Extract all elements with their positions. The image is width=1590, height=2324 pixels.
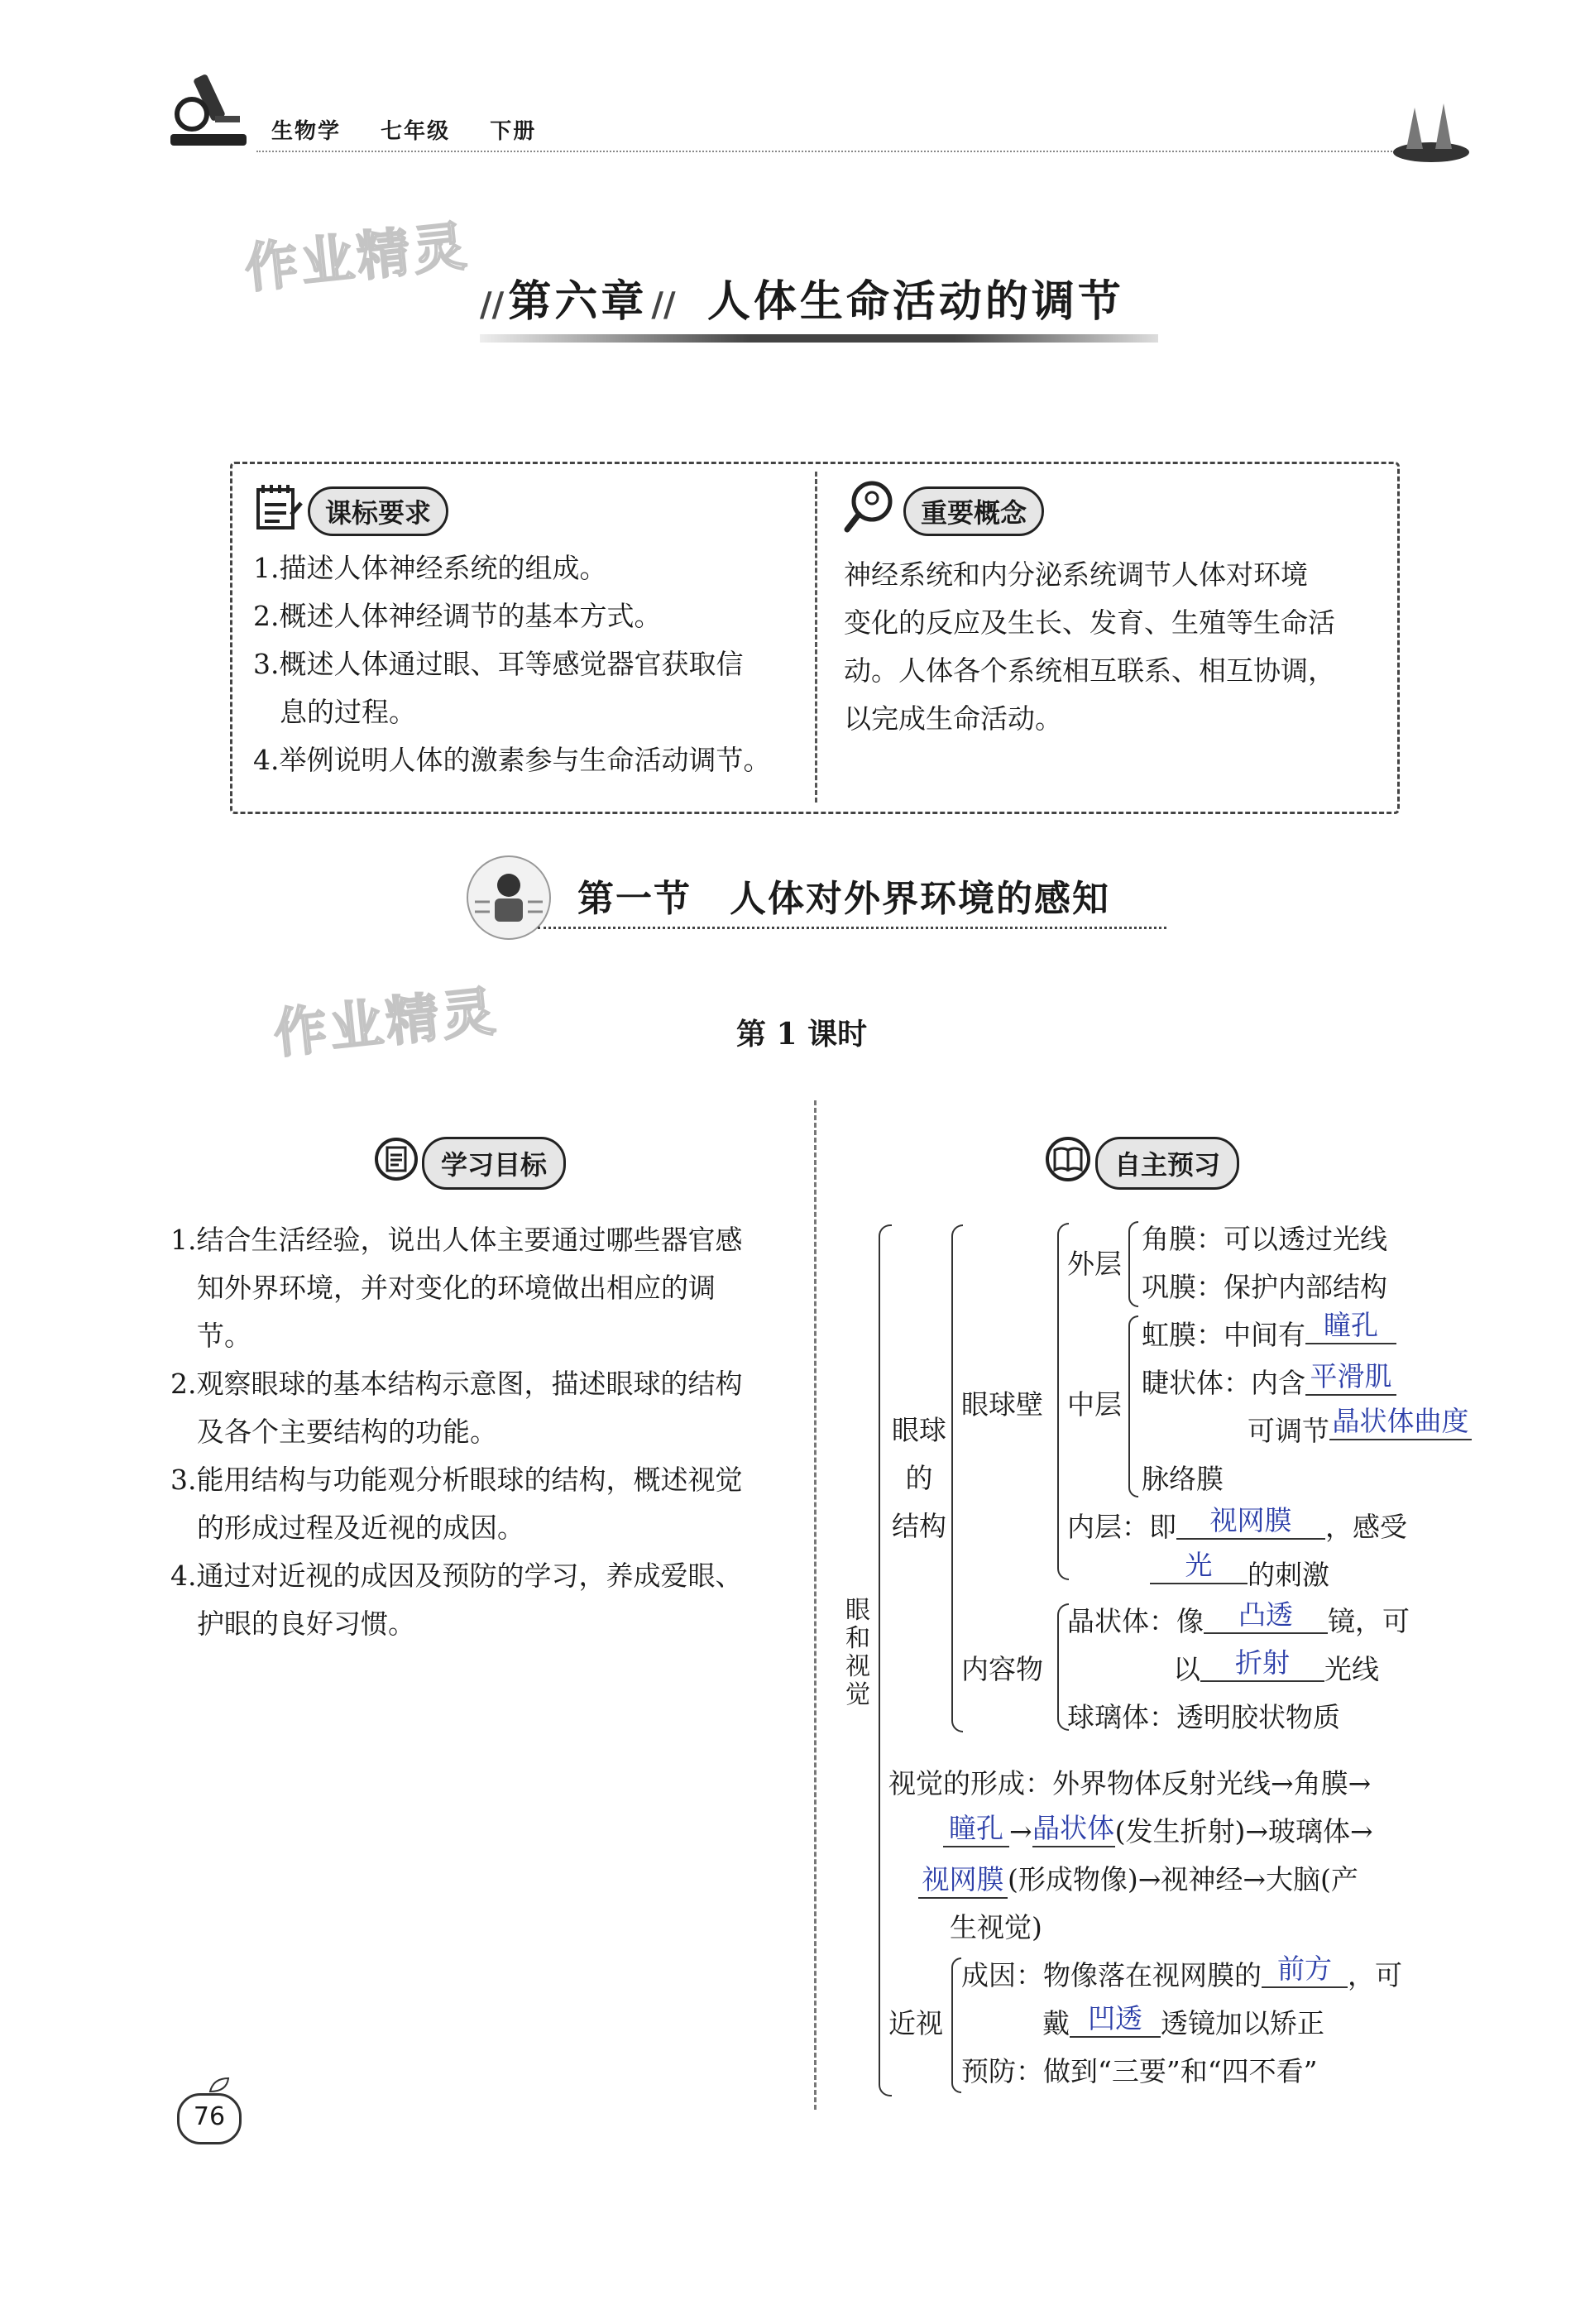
goals-line: 的形成过程及近视的成因。 (197, 1512, 524, 1544)
root-brace (879, 1224, 892, 2096)
structure-label-line: 的 (905, 1462, 933, 1494)
standards-item: 1.描述人体神经系统的组成。 (253, 552, 607, 584)
inner-line (1067, 1506, 1407, 1546)
inner-line2-answer-blank: 光 (1150, 1544, 1248, 1584)
lens-suffix: 镜，可 (1328, 1605, 1410, 1637)
standards-item: 息的过程。 (280, 696, 416, 728)
lens-line2-prefix: 以 (1173, 1653, 1200, 1685)
ciliary-answer-blank: 平滑肌 (1305, 1355, 1396, 1396)
middle-brace (1128, 1315, 1138, 1497)
leaf-icon (207, 2075, 232, 2095)
middle-label: 中层 (1067, 1388, 1122, 1421)
cause-answer-blank: 前方 (1262, 1948, 1348, 1988)
lesson-label: 第 1 课时 (736, 1017, 868, 1052)
lens-answer-blank: 凸透 (1204, 1593, 1328, 1634)
chapter-title: 人体生命活动的调节 (706, 277, 1124, 327)
cornea-text: 角膜：可以透过光线 (1142, 1223, 1387, 1255)
section-title: 第一节 人体对外界环境的感知 (577, 878, 1110, 920)
goals-line: 知外界环境，并对变化的环境做出相应的调 (197, 1272, 716, 1304)
cause-prefix: 成因：物像落在视网膜的 (961, 1959, 1262, 1991)
inner-answer-blank: 视网膜 (1176, 1499, 1325, 1540)
cause-line (961, 1954, 1402, 1995)
outer-brace (1128, 1221, 1138, 1307)
inner-suffix: ，感受 (1325, 1511, 1407, 1543)
wear-line (1042, 2002, 1324, 2043)
goals-heading: 学习目标 (422, 1137, 566, 1190)
goals-line: 2.观察眼球的基本结构示意图，描述眼球的结构 (170, 1368, 743, 1400)
myopia-brace (951, 1957, 961, 2093)
ciliary-line (1142, 1362, 1396, 1402)
vision-line2-suffix: (发生折射)→玻璃体→ (1114, 1815, 1373, 1847)
choroid-text: 脉络膜 (1142, 1463, 1224, 1495)
lens-line-2 (1173, 1648, 1379, 1689)
lens-line2-answer-blank: 折射 (1200, 1641, 1324, 1682)
goals-line: 护眼的良好习惯。 (197, 1608, 415, 1640)
vision-line-4: 生视觉) (950, 1911, 1042, 1943)
vision-line-1: 视觉的形成：外界物体反射光线→角膜→ (888, 1767, 1372, 1799)
vision-answer-pupil: 瞳孔 (943, 1807, 1009, 1847)
standards-item: 2.概述人体神经调节的基本方式。 (253, 600, 662, 632)
header-grade: 七年级 (381, 119, 451, 144)
cause-suffix: ，可 (1348, 1959, 1402, 1991)
wear-prefix: 戴 (1042, 2007, 1070, 2039)
standards-item: 4.举例说明人体的激素参与生命活动调节。 (253, 744, 771, 776)
vision-answer-retina: 视网膜 (918, 1858, 1008, 1899)
watermark-middle: 作业精灵 (271, 980, 501, 1066)
goals-line: 3.能用结构与功能观分析眼球的结构，概述视觉 (170, 1464, 743, 1496)
myopia-label: 近视 (888, 2007, 943, 2039)
goals-line: 节。 (197, 1320, 251, 1352)
lens-line (1067, 1600, 1410, 1641)
inner-line2-suffix: 的刺激 (1248, 1559, 1329, 1591)
prevent-text: 预防：做到“三要”和“四不看” (961, 2055, 1318, 2087)
structure-label-line: 结构 (892, 1510, 946, 1542)
goals-line: 4.通过对近视的成因及预防的学习，养成爱眼、 (170, 1560, 743, 1592)
iris-answer-blank: 瞳孔 (1305, 1304, 1396, 1344)
structure-label (892, 1406, 946, 1550)
wear-answer-blank: 凹透 (1070, 1997, 1161, 2038)
iris-line (1142, 1309, 1396, 1354)
vision-line-3 (918, 1858, 1358, 1899)
standards-item: 3.概述人体通过眼、耳等感觉器官获取信 (253, 648, 744, 680)
structure-label-line: 眼球 (892, 1414, 946, 1446)
outer-label: 外层 (1067, 1248, 1122, 1280)
lens-prefix: 晶状体：像 (1067, 1605, 1204, 1637)
goals-line: 及各个主要结构的功能。 (197, 1416, 497, 1448)
page-number-badge (177, 2093, 242, 2144)
wear-suffix: 透镜加以矫正 (1161, 2007, 1324, 2039)
ciliary-line2-prefix: 可调节 (1248, 1415, 1329, 1447)
watermark-top: 作业精灵 (242, 215, 472, 300)
chapter-number: 第六章 (508, 277, 648, 327)
vitreous-text: 球璃体：透明胶状物质 (1067, 1701, 1340, 1733)
root-label: 眼和视觉 (845, 1596, 870, 1709)
chapter-heading: // 第六章 // 人体生命活动的调节 (480, 277, 1124, 327)
sclera-text: 巩膜：保护内部结构 (1142, 1271, 1387, 1303)
concepts-line: 神经系统和内分泌系统调节人体对环境 (844, 558, 1308, 591)
concepts-line: 动。人体各个系统相互联系、相互协调， (844, 654, 1335, 687)
lens-line2-suffix: 光线 (1324, 1653, 1379, 1685)
contents-label: 内容物 (961, 1653, 1043, 1685)
header-subject: 生物学 (271, 119, 342, 144)
concepts-heading: 重要概念 (903, 486, 1044, 536)
ciliary-line-2 (1248, 1405, 1472, 1450)
iris-prefix: 虹膜：中间有 (1142, 1319, 1305, 1351)
vision-answer-lens: 晶状体 (1032, 1807, 1115, 1847)
goals-line: 1.结合生活经验，说出人体主要通过哪些器官感 (170, 1224, 743, 1256)
vision-line-2 (943, 1810, 1373, 1851)
concepts-line: 以完成生命活动。 (844, 702, 1062, 735)
vision-arrow: → (1009, 1815, 1032, 1847)
preview-heading: 自主预习 (1095, 1137, 1239, 1190)
standards-heading: 课标要求 (308, 486, 448, 536)
page-number: 76 (193, 2102, 226, 2131)
inner-prefix: 内层：即 (1067, 1511, 1176, 1543)
header-volume: 下册 (490, 119, 537, 144)
ciliary-line2-answer-blank: 晶状体曲度 (1329, 1400, 1472, 1440)
vision-line3-suffix: (形成物像)→视神经→大脑(产 (1008, 1863, 1358, 1895)
inner-line-2 (1150, 1549, 1329, 1594)
concepts-line: 变化的反应及生长、发育、生殖等生命活 (844, 606, 1335, 639)
wall-label: 眼球壁 (961, 1388, 1043, 1421)
ciliary-prefix: 睫状体：内含 (1142, 1367, 1305, 1399)
